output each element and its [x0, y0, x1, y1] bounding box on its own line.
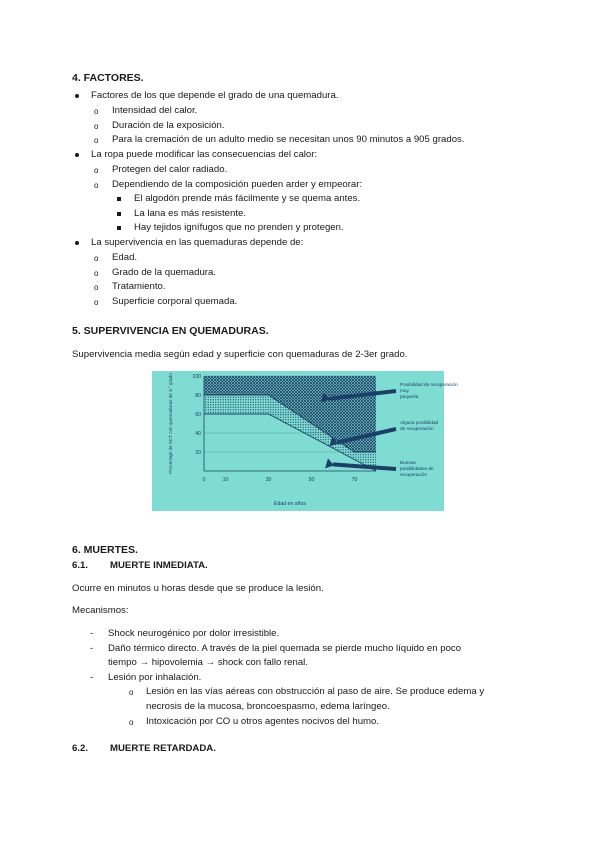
section-6-heading: 6. MUERTES.: [72, 544, 138, 556]
region-label: Buenas: [400, 460, 416, 465]
survival-chart: [152, 371, 458, 511]
sub-item: Superficie corporal quemada.: [112, 296, 238, 307]
circle-bullet-icon: o: [94, 107, 99, 116]
dash-item-continued: tiempo → hipovolemia → shock con fallo renal.: [108, 657, 308, 668]
y-tick-label: 80: [195, 392, 201, 399]
region-label: Posibilidad de recuperación: [400, 382, 458, 387]
y-tick-label: 60: [195, 411, 201, 418]
x-tick-label: 30: [265, 477, 272, 483]
y-tick-label: 40: [195, 430, 201, 437]
sub-sub-item: La lana es más resistente.: [134, 208, 246, 219]
bullet-icon: [75, 94, 79, 98]
sub-sub-item: El algodón prende más fácilmente y se quema antes.: [134, 193, 361, 204]
sub-item-continued: necrosis de la mucosa, broncoespasmo, edema laríngeo.: [146, 701, 390, 712]
region-label: muy: [400, 388, 409, 393]
dash-item: Lesión por inhalación.: [108, 672, 202, 683]
x-tick-label: 10: [222, 477, 229, 483]
sub-item: Grado de la quemadura.: [112, 267, 216, 278]
bullet-text: La ropa puede modificar las consecuencias del calor:: [91, 149, 318, 160]
subsection-title: MUERTE RETARDADA.: [110, 743, 216, 754]
dash-item: Daño térmico directo. A través de la piel quemada se pierde mucho líquido en poco: [108, 643, 462, 654]
section-5-heading: 5. SUPERVIVENCIA EN QUEMADURAS.: [72, 325, 269, 337]
subsection-title: MUERTE INMEDIATA.: [110, 560, 208, 571]
circle-bullet-icon: o: [129, 688, 134, 697]
square-bullet-icon: [117, 197, 121, 201]
square-bullet-icon: [117, 212, 121, 216]
circle-bullet-icon: o: [94, 254, 99, 263]
region-label: posibilidades de: [400, 466, 434, 471]
dash-bullet: -: [90, 628, 94, 639]
sub-sub-item: Hay tejidos ignífugos que no prenden y protegen.: [134, 222, 344, 233]
sub-item: Intensidad del calor.: [112, 105, 198, 116]
region-label: pequeña: [400, 394, 419, 399]
bullet-icon: [75, 153, 79, 157]
circle-bullet-icon: o: [94, 283, 99, 292]
sub-item: Edad.: [112, 252, 138, 263]
region-label: recuperación: [400, 472, 428, 477]
chart-caption: Supervivencia media según edad y superficie con quemaduras de 2-3er grado.: [72, 349, 408, 360]
sub-item: Tratamiento.: [112, 281, 166, 292]
x-tick-label: 70: [351, 477, 358, 483]
sub-item: Lesión en las vías aéreas con obstrucción al paso de aire. Se produce edema y: [146, 686, 485, 697]
circle-bullet-icon: o: [94, 269, 99, 278]
y-axis-label: Porcentaje de SCT con quemaduras de 3.° grado: [168, 373, 173, 474]
circle-bullet-icon: o: [94, 298, 99, 307]
x-axis-label: Edad en años: [273, 501, 307, 507]
y-tick-label: 20: [195, 449, 201, 456]
x-tick-label: 50: [308, 477, 315, 483]
dash-bullet: -: [90, 672, 94, 683]
square-bullet-icon: [117, 226, 121, 230]
paragraph: Mecanismos:: [72, 605, 129, 616]
sub-item: Protegen del calor radiado.: [112, 164, 228, 175]
sub-item: Para la cremación de un adulto medio se necesitan unos 90 minutos a 905 grados.: [112, 134, 465, 145]
region-label: de recuperación: [400, 426, 434, 431]
circle-bullet-icon: o: [94, 136, 99, 145]
bullet-text: La supervivencia en las quemaduras depende de:: [91, 237, 304, 248]
dash-bullet: -: [90, 643, 94, 654]
section-4-heading: 4. FACTORES.: [72, 72, 144, 84]
sub-item: Dependiendo de la composición pueden arder y empeorar:: [112, 179, 363, 190]
bullet-text: Factores de los que depende el grado de una quemadura.: [91, 90, 339, 101]
subsection-number: 6.2.: [72, 743, 89, 754]
x-tick-label: 0: [202, 477, 206, 483]
y-tick-label: 100: [192, 373, 201, 380]
region-label: Alguna posibilidad: [400, 420, 439, 425]
subsection-number: 6.1.: [72, 560, 89, 571]
circle-bullet-icon: o: [129, 718, 134, 727]
sub-item: Intoxicación por CO u otros agentes nocivos del humo.: [146, 716, 380, 727]
sub-item: Duración de la exposición.: [112, 120, 225, 131]
circle-bullet-icon: o: [94, 166, 99, 175]
dash-item: Shock neurogénico por dolor irresistible.: [108, 628, 280, 639]
paragraph: Ocurre en minutos u horas desde que se produce la lesión.: [72, 583, 324, 594]
circle-bullet-icon: o: [94, 122, 99, 131]
bullet-icon: [75, 241, 79, 245]
circle-bullet-icon: o: [94, 181, 99, 190]
